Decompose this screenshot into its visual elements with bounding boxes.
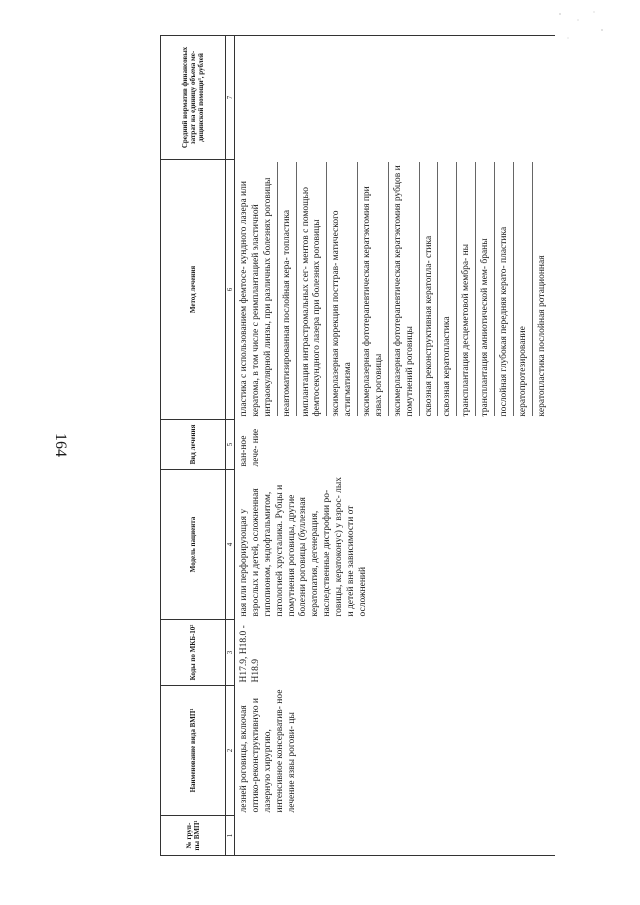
method-item: эксимерлазерная фототерапевтическая кератэктомия при язвах роговицы [362,163,389,417]
cell-treatment-methods [235,160,555,420]
col-number: 6 [226,160,235,420]
header-group-number: № груп- пы ВМП¹ [161,816,226,856]
header-patient-model: Модель пациента [161,470,226,620]
col-number: 5 [226,420,235,470]
cell-treatment-type: ван-ное лече- ние [239,428,261,467]
scan-noise-decoration [550,8,610,48]
header-icd-codes: Коды по МКБ-10² [161,620,226,686]
cell-icd-codes: H17.9, H18.0 - H18.9 [239,625,261,683]
method-item: кератопластика послойная ротационная [536,255,547,417]
cell-group-number [235,816,555,856]
vmp-table [160,35,555,856]
col-number: 4 [226,470,235,620]
header-cost-norm: Средний норматив финансовых затрат на единицу объема ме- дицинской помощи³, рублей [161,36,226,160]
method-item: пластика с использованием фемтосе- кундного лазера или кератома, в том числе с реимплантацией эластичной интраокулярной линзы, при различных болезнях роговицы [239,163,278,417]
method-item: трансплантация десцеметовой мембра- ны [461,163,476,417]
col-number: 3 [226,620,235,686]
method-item: трансплантация амниотической мем- браны [480,163,495,417]
col-number: 2 [226,686,235,816]
cell-cost-norm [235,36,555,160]
method-item: сквозная реконструктивная кератопла- стика [424,163,439,417]
method-item: кератопротезирование [518,163,533,417]
page-number: 164 [52,433,69,457]
method-item: сквозная кератопластика [442,163,457,417]
col-number: 1 [226,816,235,856]
method-item: эксимерлазерная фототерапевтическая кератэктомия рубцов и помутнений роговицы [393,163,420,417]
rotated-table-sheet [160,36,640,856]
method-item: эксимерлазерная коррекция посттрав- матического астигматизма [331,163,358,417]
header-treatment-type: Вид лечения [161,420,226,470]
header-vmp-type: Наименование вида ВМП¹ [161,686,226,816]
method-item: неавтоматизированная послойная кера- топластика [282,163,297,417]
method-item: послойная глубокая передняя керато- пластика [499,163,514,417]
col-number: 7 [226,36,235,160]
cell-patient-model: ная или перфорирующая у взрослых и детей, осложненная гипопионом, эндофтальмитом, патологией хрусталика. Рубцы и помутнения роговицы, другие болезни роговицы (буллезная кератопатия, дегенерация, наследственные дистрофии ро- говицы, кератоконус) у взрос- лых и детей вне зависимости от осложнений [239,477,368,617]
cell-vmp-type: лезней роговицы, включая оптико-реконструктивную и лазерную хирургию, интенсивное консерватив- ное лечение язвы рогови- цы [239,689,297,813]
header-treatment-method: Метод лечения [161,160,226,420]
method-item: имплантация интрастромальных сег- ментов с помощью фемтосекундного лазера при болезнях роговицы [301,163,328,417]
